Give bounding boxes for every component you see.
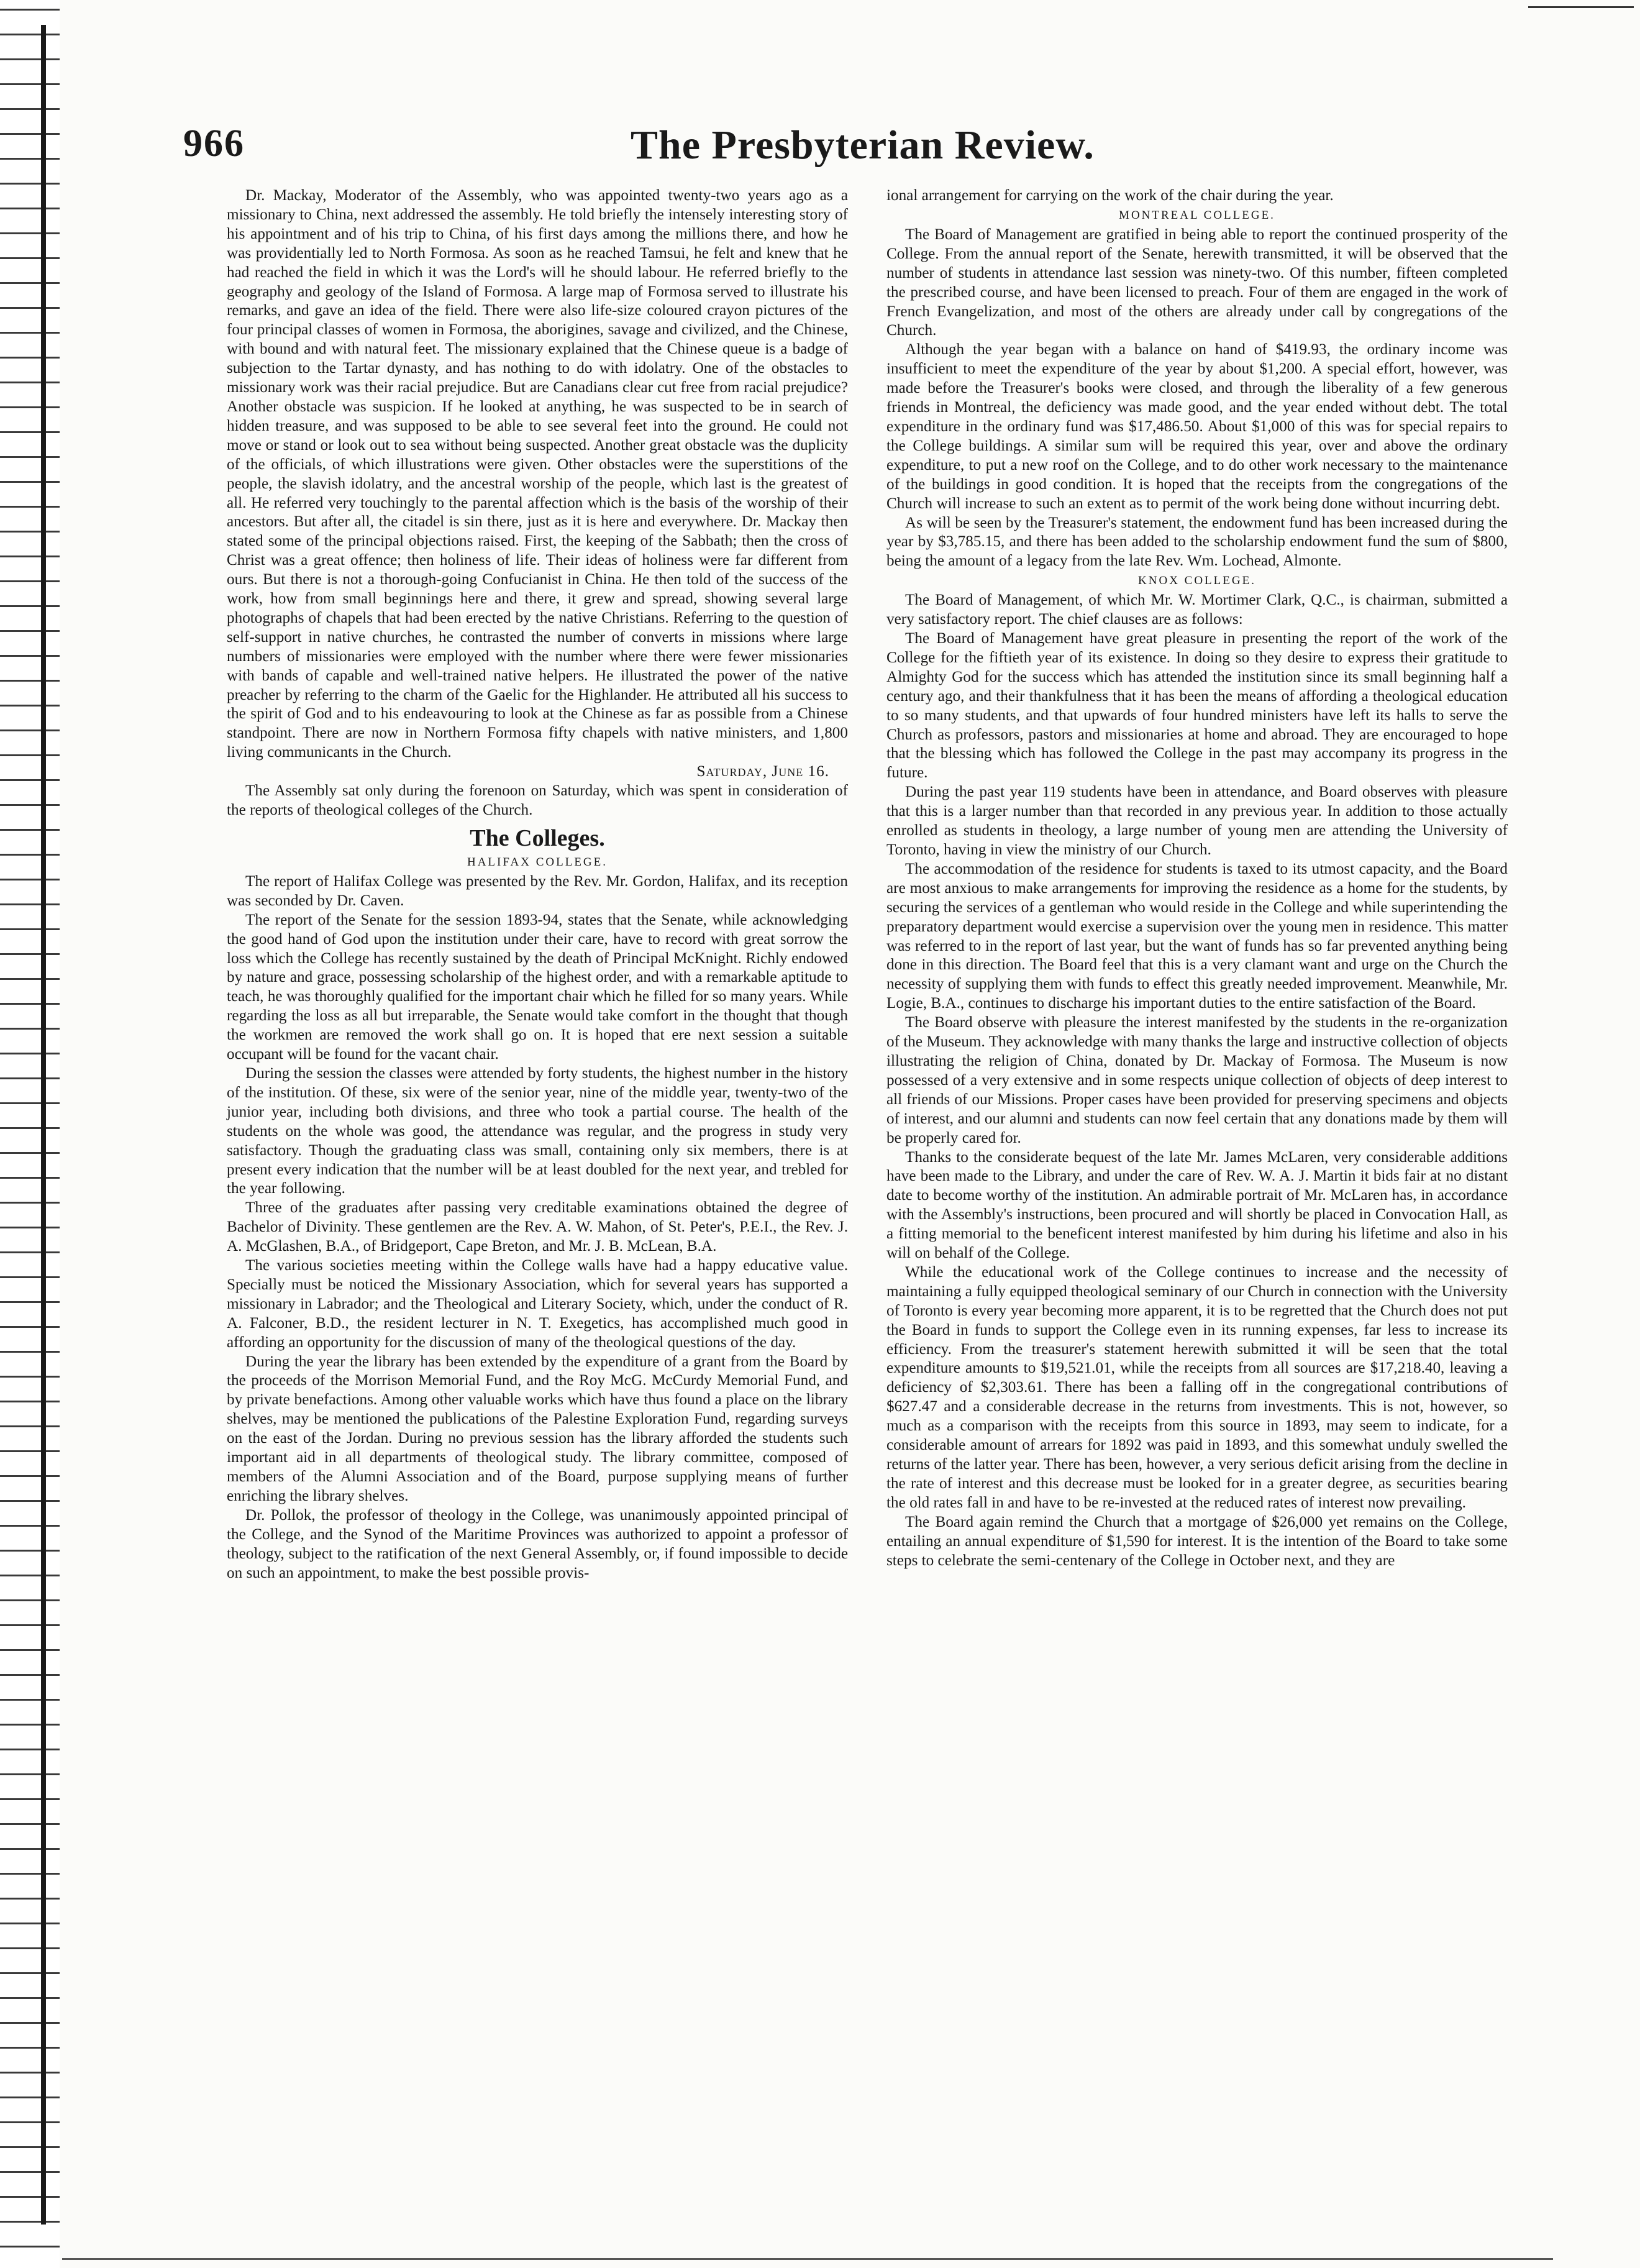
running-title: The Presbyterian Review.	[631, 122, 1095, 168]
dateline: Saturday, June 16.	[696, 763, 829, 780]
halifax-paragraph-4: Three of the graduates after passing very creditable examinations obtained the degree of Bachelor of Divinity. These gentlemen are the Rev. A. W. Mahon, of St. Peter's, P.E.I., the Rev. J. A. McGlashen, B.A., of Bridgeport, Cape Breton, and Mr. J. B. McLean, B.A.	[227, 1199, 848, 1255]
right-column	[886, 186, 1508, 1570]
knox-paragraph-5: The Board observe with pleasure the interest manifested by the students in the re-organization of the Museum. They acknowledge with many thanks the large and instructive collection of objects illustrating the religion of China, donated by Dr. Mackay of Formosa. The Museum is now possessed of a very extensive and in some respects unique collection of objects of deep interest to all friends of our Missions. Proper cases have been provided for preserving specimens and objects of interest, and our alumni and students can now feel certain that any donations made by them will be properly cared for.	[886, 1014, 1508, 1146]
knox-paragraph-7: While the educational work of the College continues to increase and the necessity of maintaining a fully equipped theological seminary of our Church in connection with the University of Toronto is every year becoming more apparent, it is to be regretted that the Church does not put the Board in funds to support the College even in its running expenses, far less to increase its efficiency. From the treasurer's statement herewith submitted it will be seen that the total expenditure amounts to $19,521.01, while the receipts from all sources are $17,218.40, leaving a deficiency of $2,303.61. There has been a falling off in the congregational contributions of $627.47 and a considerable decrease in the returns from investments. This is not, however, so much as a comparison with the receipts from this source in 1893, may seem to indicate, for a considerable amount of arrears for 1892 was paid in 1893, and this somewhat unduly swelled the returns of the latter year. There has been, however, a very serious deficit arising from the decline in the rate of interest and this decrease must be looked for in a greater degree, as securities bearing the old rates fall in and have to be re-invested at the reduced rates of interest now prevailing.	[886, 1263, 1508, 1511]
assembly-saturday-paragraph: The Assembly sat only during the forenoon on Saturday, which was spent in consideration of the reports of theological colleges of the Church.	[227, 782, 848, 818]
halifax-paragraph-5: The various societies meeting within the College walls have had a happy educative value. Specially must be noticed the Missionary Association, which for several years has supported a missionary in Labrador; and the Theological and Literary Society, which, under the conduct of R. A. Falconer, B.D., the resident lecturer in N. T. Exegetics, has accomplished much good in affording an opportunity for the discussion of many of the theological questions of the day.	[227, 1257, 848, 1351]
top-rule	[1528, 6, 1634, 8]
montreal-paragraph-2: Although the year began with a balance on hand of $419.93, the ordinary income was insufficient to meet the expenditure of the year by about $1,200. A special effort, however, was made before the Treasurer's books were closed, and through the liberality of a few generous friends in Montreal, the deficiency was made good, and the year ended without debt. The total expenditure in the ordinary fund was $17,486.50. About $1,000 of this was for special repairs to the College buildings. A similar sum will be required this year, over and above the ordinary expenditure, to put a new roof on the College, and to do other work necessary to the maintenance of the buildings in good condition. It is hoped that the receipts from the congregations of the Church will increase to such an extent as to permit of the work being done without incurring debt.	[886, 341, 1508, 512]
halifax-paragraph-7: Dr. Pollok, the professor of theology in the College, was unanimously appointed principal of the College, and the Synod of the Maritime Provinces was authorized to appoint a professor of theology, subject to the ratification of the next General Assembly, or, if found impossible to decide on such an appointment, to make the best possible provis-	[227, 1506, 848, 1581]
knox-paragraph-1: The Board of Management, of which Mr. W. Mortimer Clark, Q.C., is chairman, submitted a very satisfactory report. The chief clauses are as follows:	[886, 592, 1508, 628]
montreal-paragraph-1: The Board of Management are gratified in being able to report the continued prosperity of the College. From the annual report of the Senate, herewith transmitted, it will be observed that the number of students in attendance last session was ninety-two. Of this number, fifteen completed the prescribed course, and have been licensed to preach. Four of them are engaged in the work of French Evangelization, and most of the others are already under call by congregations of the Church.	[886, 226, 1508, 339]
knox-paragraph-6: Thanks to the considerate bequest of the late Mr. James McLaren, very considerable additions have been made to the Library, and under the care of Rev. W. A. J. Martin it bids fair at no distant date to become worthy of the institution. An admirable portrait of Mr. McLaren has, in accordance with the Assembly's instructions, been procured and will shortly be placed in Convocation Hall, as a fitting memorial to the beneficent interest manifested by him during his lifetime and also in his will on behalf of the College.	[886, 1148, 1508, 1262]
page-header	[183, 122, 1575, 190]
left-column	[227, 186, 848, 1583]
knox-paragraph-4: The accommodation of the residence for students is taxed to its utmost capacity, and the Board are most anxious to make arrangements for improving the residence as a home for the students, by securing the services of a gentleman who would reside in the College and while superintending the preparatory department would exercise a supervision over the young men in residence. This matter was referred to in the report of last year, but the want of funds has so far prevented anything being done in this direction. The Board feel that this is a very clamant want and urge on the Church the necessity of supplying them with funds to effect this greatly needed improvement. Meanwhile, Mr. Logie, B.A., continues to discharge his important duties to the entire satisfaction of the Board.	[886, 860, 1508, 1012]
page-number: 966	[183, 122, 245, 165]
mackay-address-paragraph: Dr. Mackay, Moderator of the Assembly, who was appointed twenty-two years ago as a missionary to China, next addressed the assembly. He told briefly the intensely interesting story of his appointment and of his trip to China, of his first days among the millions there, and how he was providentially led to North Formosa. As soon as he reached Tamsui, he felt and knew that he had reached the field in which it was the Lord's will he should labour. He referred briefly to the geography and geology of the Island of Formosa. A large map of Formosa served to illustrate his remarks, and gave an idea of the field. There were also life-size coloured crayon pictures of the four principal classes of women in Formosa, the aborigines, savage and civilized, and the Chinese, with bound and with natural feet. The missionary explained that the Chinese queue is a badge of subjection to the Tartar dynasty, and has nothing to do with idolatry. One of the obstacles to missionary work was their racial prejudice. But are Canadians clear cut free from racial prejudice? Another obstacle was suspicion. If he looked at anything, he was suspected to be in search of hidden treasure, and was supposed to be able to see several feet into the ground. He could not move or stand or look out to sea without being suspected. Another great obstacle was the duplicity of the officials, of which illustrations were given. Other obstacles were the superstitions of the people, the slavish idolatry, and the ancestral worship of the people, which last is the greatest of all. He referred very touchingly to the parental affection which is the basis of the worship of their ancestors. But after all, the citadel is sin there, just as it is here and everywhere. Dr. Mackay then stated some of the principal objections raised. First, the keeping of the Sabbath; then the cross of Christ was a great offence; then holiness of life. Their ideas of holiness were far different from ours. But there is not a thorough-going Confucianist in China. He then told of the success of the work, how from small beginnings here and there, it grew and spread, showing several large photographs of chapels that had been erected by the native Christians. Referring to the question of self-support in native churches, he contrasted the number of converts in missions where large numbers of missionaries were employed with the number where there were fewer missionaries with bands of capable and well-trained native helpers. He illustrated the power of the native preacher by referring to the charm of the Gaelic for the Highlander. He attributed all his success to the spirit of God and to his endeavouring to look at the Chinese as far as possible from a Chinese standpoint. There are now in Northern Formosa fifty chapels with native ministers, and 1,800 living communicants in the Church.	[227, 187, 848, 761]
binding-edge	[0, 0, 60, 2268]
halifax-paragraph-6: During the year the library has been extended by the expenditure of a grant from the Board by the proceeds of the Morrison Memorial Fund, and the Roy McG. McCurdy Memorial Fund, and by private benefactions. Among other valuable works which have thus found a place on the library shelves, may be mentioned the publications of the Palestine Exploration Fund, regarding surveys on the east of the Jordan. During no previous session has the library afforded the students such important aid in all departments of theological study. The library committee, composed of members of the Alumni Association and of the Board, purpose supplying means of further enriching the library shelves.	[227, 1353, 848, 1504]
subheading-knox: KNOX COLLEGE.	[1138, 574, 1256, 588]
knox-paragraph-2: The Board of Management have great pleasure in presenting the report of the work of the College for the fiftieth year of its existence. In doing so they desire to express their gratitude to Almighty God for the success which has attended the institution since its small beginning half a century ago, and their thankfulness that it has been the means of affording a theological education to so many students, and that upwards of four hundred ministers have left its halls to serve the Church as professors, pastors and missionaries at home and abroad. They are encouraged to hope that the blessing which has followed the College in the past may accompany its progress in the future.	[886, 630, 1508, 782]
knox-paragraph-3: During the past year 119 students have been in attendance, and Board observes with pleasure that this is a larger number than that recorded in any previous year. In addition to those actually enrolled as students in theology, a large number of young men are attending the University of Toronto, having in view the ministry of our Church.	[886, 784, 1508, 858]
montreal-paragraph-3: As will be seen by the Treasurer's statement, the endowment fund has been increased during the year by $3,785.15, and there has been added to the scholarship endowment fund the sum of $800, being the amount of a legacy from the late Rev. Wm. Lochead, Almonte.	[886, 514, 1508, 570]
knox-paragraph-8: The Board again remind the Church that a mortgage of $26,000 yet remains on the College, entailing an annual expenditure of $1,590 for interest. It is the intention of the Board to take some steps to celebrate the semi-centenary of the College in October next, and they are	[886, 1513, 1508, 1569]
section-title: The Colleges.	[470, 825, 605, 851]
halifax-paragraph-1: The report of Halifax College was presented by the Rev. Mr. Gordon, Halifax, and its reception was seconded by Dr. Caven.	[227, 872, 848, 909]
halifax-paragraph-3: During the session the classes were attended by forty students, the highest number in the history of the institution. Of these, six were of the senior year, nine of the middle year, twenty-two of the junior year, including both divisions, and three who took a partial course. The health of the students on the whole was good, the attendance was regular, and the progress in study very satisfactory. Though the graduating class was small, containing only six members, there is at present every indication that the number will be at least doubled for the next year, and trebled for the year following.	[227, 1064, 848, 1197]
halifax-paragraph-2: The report of the Senate for the session 1893-94, states that the Senate, while acknowledging the good hand of God upon the institution under their care, have to record with great sorrow the loss which the College has recently sustained by the death of Principal McKnight. Richly endowed by nature and grace, possessing scholarship of the highest order, and with a remarkable aptitude to teach, he was thoroughly qualified for the important chair which he filled for so many years. While regarding the loss as all but irreparable, the Senate would take comfort in the thought that though the workmen are removed the work shall go on. It is hoped that ere next session a suitable occupant will be found for the vacant chair.	[227, 911, 848, 1063]
bottom-rule	[62, 2258, 1553, 2260]
halifax-continuation: ional arrangement for carrying on the work of the chair during the year.	[886, 187, 1334, 204]
subheading-montreal: MONTREAL COLLEGE.	[1119, 208, 1275, 222]
subheading-halifax: HALIFAX COLLEGE.	[467, 855, 608, 869]
